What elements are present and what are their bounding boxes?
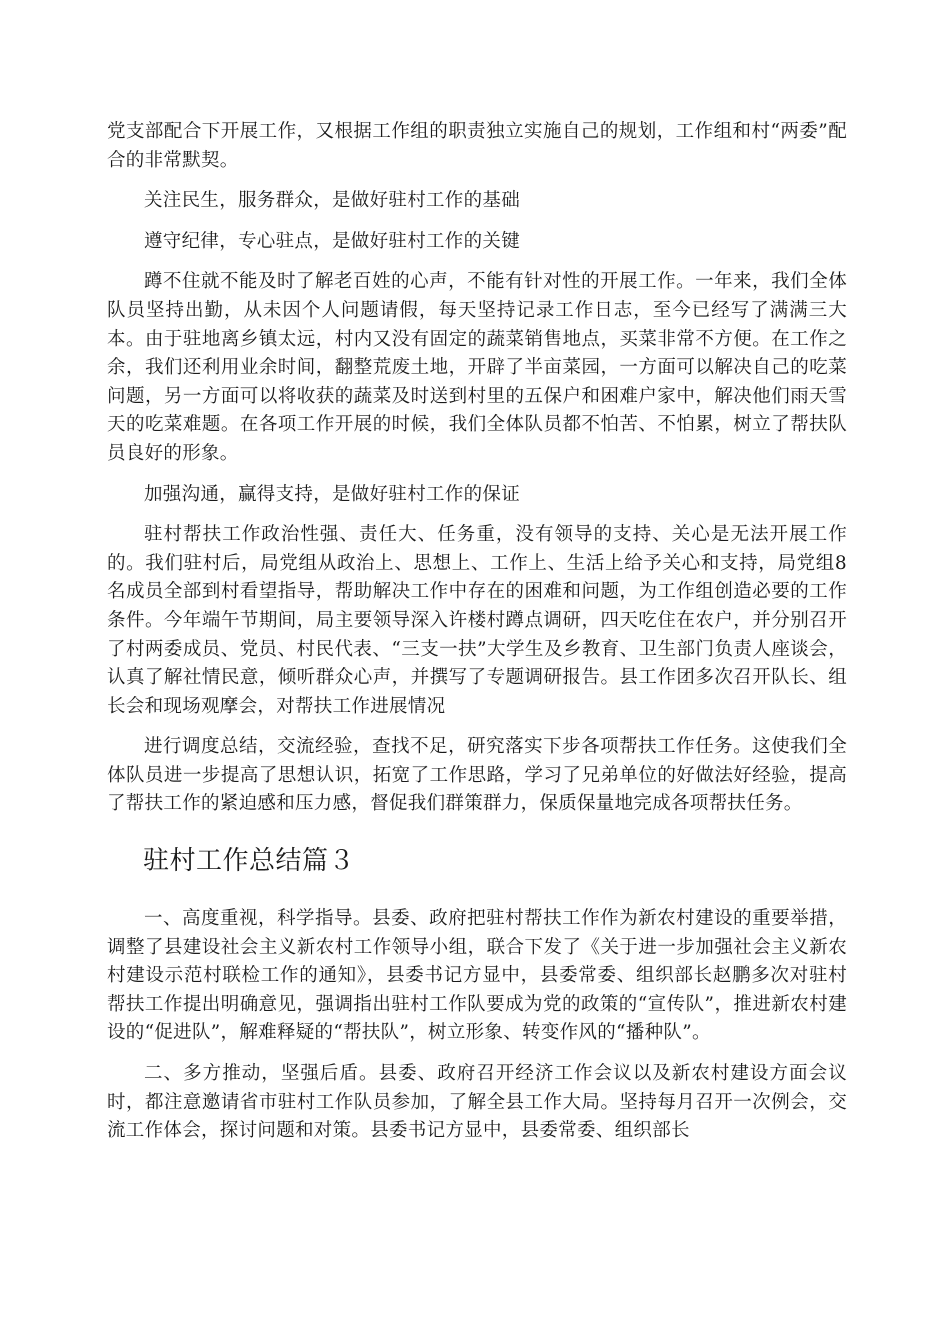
subtitle-discipline: 遵守纪律，专心驻点，是做好驻村工作的关键 [144,230,521,252]
paragraph-leadership-support: 驻村帮扶工作政治性强、责任大、任务重，没有领导的支持、关心是无法开展工作的。我们驻村后，局党组从政治上、思想上、工作上、生活上给予关心和支持，局党组8名成员全部到村看望指导，帮助解决工作中存在的困难和问题，为工作组创造必要的工作条件。今年端午节期间，局主要领导深入许楼村蹲点调研，四天吃住在农户，并分别召开了村两委成员、党员、村民代表、“三支一扶”大学生及乡教育、卫生部门负责人座谈会，认真了解社情民意，倾听群众心声，并撰写了专题调研报告。县工作团多次召开队长、组长会和现场观摩会，对帮扶工作进展情况 [107,524,847,717]
subtitle-livelihood: 关注民生，服务群众，是做好驻村工作的基础 [144,190,521,212]
subtitle-communication: 加强沟通，赢得支持，是做好驻村工作的保证 [144,483,521,505]
section-heading: 驻村工作总结篇３ [143,846,356,877]
paragraph-stay-in-village: 蹲不住就不能及时了解老百姓的心声，不能有针对性的开展工作。一年来，我们全体队员坚持出勤，从未因个人问题请假，每天坚持记录工作日志，至今已经写了满满三大本。由于驻地离乡镇太远，村内又没有固定的蔬菜销售地点，买菜非常不方便。在工作之余，我们还利用业余时间，翻整荒废土地，开辟了半亩菜园，一方面可以解决自己的吃菜问题，另一方面可以将收获的蔬菜及时送到村里的五保户和困难户家中，解决他们雨天雪天的吃菜难题。在各项工作开展的时候，我们全体队员都不怕苦、不怕累，树立了帮扶队员良好的形象。 [107,271,847,464]
paragraph-continuation: 党支部配合下开展工作，又根据工作组的职责独立实施自己的规划，工作组和村“两委”配合的非常默契。 [107,121,847,171]
paragraph-summary-exchange: 进行调度总结，交流经验，查找不足，研究落实下步各项帮扶工作任务。这使我们全体队员进一步提高了思想认识，拓宽了工作思路，学习了兄弟单位的好做法好经验，提高了帮扶工作的紧迫感和压力感，督促我们群策群力，保质保量地完成各项帮扶任务。 [107,736,847,815]
paragraph-point-two: 二、多方推动，坚强后盾。县委、政府召开经济工作会议以及新农村建设方面会议时，都注意邀请省市驻村工作队员参加，了解全县工作大局。坚持每月召开一次例会，交流工作体会，探讨问题和对策。县委书记方显中，县委常委、组织部长 [107,1063,847,1142]
paragraph-point-one: 一、高度重视，科学指导。县委、政府把驻村帮扶工作作为新农村建设的重要举措，调整了县建设社会主义新农村工作领导小组，联合下发了《关于进一步加强社会主义新农村建设示范村联检工作的通知》，县委书记方显中，县委常委、组织部长赵鹏多次对驻村帮扶工作提出明确意见，强调指出驻村工作队要成为党的政策的“宣传队”，推进新农村建设的“促进队”，解难释疑的“帮扶队”，树立形象、转变作风的“播种队”。 [107,908,847,1044]
document-page [107,118,847,1146]
